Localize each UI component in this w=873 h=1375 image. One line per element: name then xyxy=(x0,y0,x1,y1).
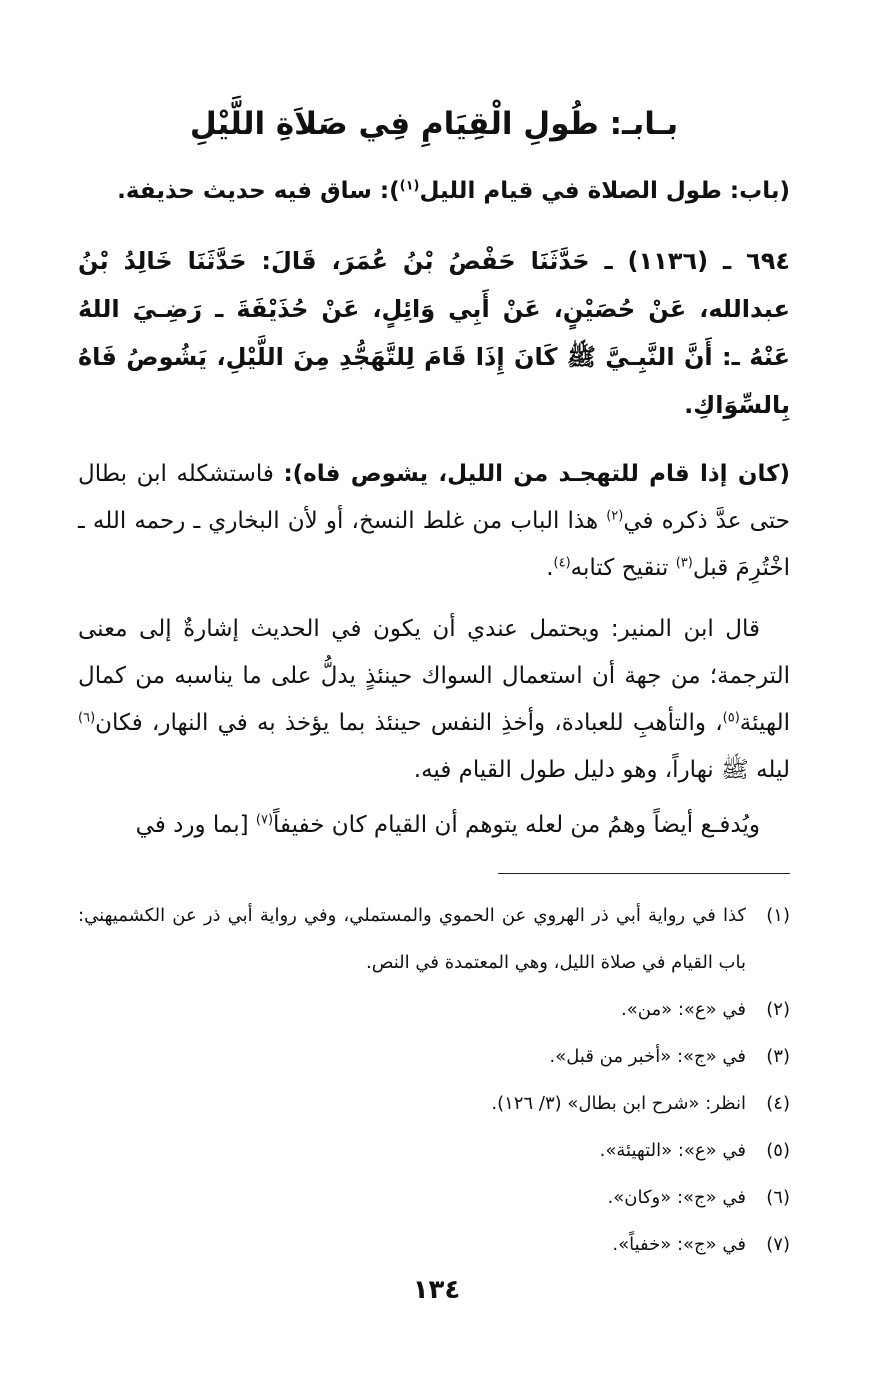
chapter-title: بـابـ: طُولِ الْقِيَامِ فِي صَلاَةِ اللَّيْلِ xyxy=(189,106,679,142)
para1-text-2: هذا الباب من غلط النسخ، أو لأن البخاري ـ رحمه الله ـ اخْتُرِمَ قبل xyxy=(78,508,790,581)
footnote-text: انظر: «شرح ابن بطال» (٣/ ١٢٦). xyxy=(491,1093,746,1114)
footnote-3 xyxy=(78,1033,790,1080)
footnote-4 xyxy=(78,1080,790,1127)
para1-text-4: . xyxy=(546,555,554,581)
footnote-ref-2: (٢) xyxy=(606,508,624,524)
intro-paragraph xyxy=(78,168,790,215)
footnote-separator xyxy=(498,873,790,874)
footnote-5 xyxy=(78,1127,790,1174)
footnote-number: (٢) xyxy=(766,999,790,1020)
footnote-number: (٦) xyxy=(766,1187,790,1208)
footnote-number: (٧) xyxy=(766,1234,790,1255)
footnote-ref-3: (٣) xyxy=(675,555,693,571)
footnote-ref-1: (١) xyxy=(399,178,420,194)
footnote-text: في «ع»: «التهيئة». xyxy=(599,1140,746,1161)
intro-text-start: (باب: طول الصلاة في قيام الليل xyxy=(419,178,790,204)
para1-text-1: فاستشكله ابن بطال حتى عدَّ ذكره في xyxy=(78,461,790,534)
footnote-number: (٣) xyxy=(766,1046,790,1067)
footnote-6 xyxy=(78,1174,790,1221)
footnote-1 xyxy=(78,892,790,986)
footnote-text: في «ج»: «خفياً». xyxy=(612,1234,746,1255)
footnote-ref-6: (٦) xyxy=(78,710,96,726)
para1-text-3: تنقيح كتابه xyxy=(570,555,676,581)
para2-text-2: ، والتأهبِ للعبادة، وأخذِ النفس حينئذ بما يؤخذ به في النهار، فكان xyxy=(95,710,723,736)
footnote-2 xyxy=(78,986,790,1033)
intro-text-end: ): ساق فيه حديث حذيفة. xyxy=(117,178,400,204)
para3-text-1: ويُدفـع أيضاً وهمُ من لعله يتوهم أن القيام كان خفيفاً xyxy=(273,812,760,838)
quoted-phrase: (كان إذا قام للتهجـد من الليل، يشوص فاه): xyxy=(283,461,790,487)
page-body xyxy=(78,100,790,849)
footnote-ref-5: (٥) xyxy=(722,710,740,726)
commentary-paragraph-2 xyxy=(78,606,790,794)
footnote-number: (١) xyxy=(766,905,790,926)
footnote-text: في «ع»: «من». xyxy=(621,999,746,1020)
footnote-7 xyxy=(78,1221,790,1268)
commentary-paragraph-1 xyxy=(78,451,790,592)
footnote-number: (٥) xyxy=(766,1140,790,1161)
footnote-ref-7: (٧) xyxy=(255,812,274,828)
footnote-number: (٤) xyxy=(766,1093,790,1114)
page-number: ١٣٤ xyxy=(412,1275,461,1305)
footnote-text: في «ج»: «وكان». xyxy=(607,1187,746,1208)
footnote-ref-4: (٤) xyxy=(553,555,571,571)
para2-text-1: قال ابن المنير: ويحتمل عندي أن يكون في الحديث إشارةٌ إلى معنى الترجمة؛ من جهة أن استعمال السواك حينئذٍ يدلُّ على ما يناسبه من كمال الهيئة xyxy=(78,616,790,736)
commentary-paragraph-3 xyxy=(78,802,790,849)
footnote-text: في «ج»: «أخبر من قبل». xyxy=(549,1046,746,1067)
hadith-text: ٦٩٤ ـ (١١٣٦) ـ حَدَّثَنَا حَفْصُ بْنُ عُمَرَ، قَالَ: حَدَّثَنَا خَالِدُ بْنُ عبدالله، عَنْ حُصَيْنٍ، عَنْ أَبِي وَائِلٍ، عَنْ حُذَيْفَةَ ـ رَضِـيَ اللهُ عَنْهُ ـ: أَنَّ النَّبِـيَّ ﷺ كَانَ إِذَا قَامَ لِلتَّهَجُّدِ مِنَ اللَّيْلِ، يَشُوصُ فَاهُ بِالسِّوَاكِ. xyxy=(78,247,790,419)
para3-text-2: [بما ورد في xyxy=(135,812,256,838)
footnotes-section xyxy=(78,873,790,1268)
footnote-text: كذا في رواية أبي ذر الهروي عن الحموي والمستملي، وفي رواية أبي ذر عن الكشميهني: باب القيام في صلاة الليل، وهي المعتمدة في النص. xyxy=(78,905,746,973)
para2-text-3: ليله ﷺ نهاراً، وهو دليل طول القيام فيه. xyxy=(413,757,790,783)
